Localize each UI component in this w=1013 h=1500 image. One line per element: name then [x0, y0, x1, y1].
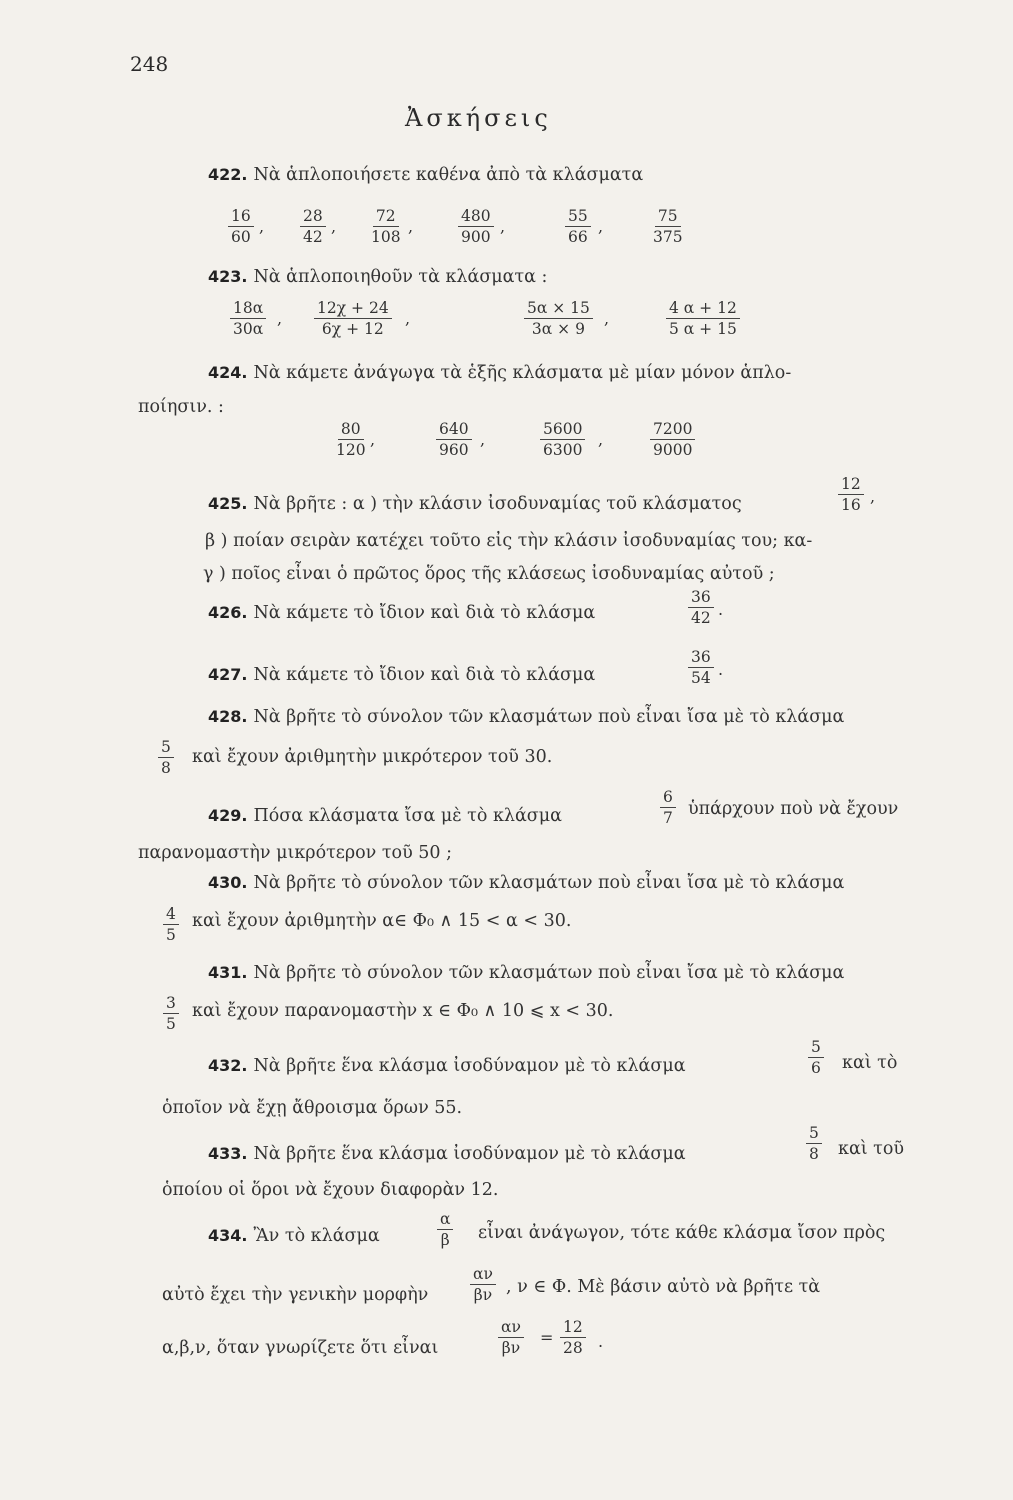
fraction — [838, 475, 864, 514]
fraction — [524, 299, 593, 338]
denominator: 8 — [161, 759, 171, 777]
denominator: 42 — [303, 228, 323, 246]
numerator: 12 — [838, 475, 864, 495]
fraction — [666, 299, 740, 338]
exercise-text: Νὰ ἁπλοποιήσετε καθένα ἀπὸ τὰ κλάσματα — [253, 165, 644, 185]
numerator: 5600 — [540, 420, 585, 440]
exercise-430 — [208, 872, 844, 894]
denominator: β — [440, 1231, 450, 1249]
numerator: αν — [498, 1318, 524, 1338]
fraction — [806, 1124, 822, 1163]
exercise-text: Νὰ βρῆτε ἕνα κλάσμα ἰσοδύναμον μὲ τὸ κλάσμα — [253, 1056, 686, 1076]
numerator: 6 — [660, 788, 676, 808]
fraction — [688, 588, 714, 627]
numerator: 4 α + 12 — [666, 299, 740, 319]
exercise-432-text-after: καὶ τὸ — [842, 1053, 898, 1073]
denominator: 6300 — [543, 441, 583, 459]
exercise-number: 424. — [208, 363, 248, 382]
fraction — [498, 1318, 524, 1357]
exercise-424-continued: ποίησιν. : — [138, 397, 224, 417]
denominator: 5 α + 15 — [669, 320, 737, 338]
denominator: 5 — [166, 926, 176, 944]
numerator: 5α × 15 — [524, 299, 593, 319]
exercise-number: 425. — [208, 494, 248, 513]
denominator: 54 — [691, 669, 711, 687]
section-heading: Ἀσκήσεις — [405, 104, 552, 132]
exercise-423 — [208, 266, 547, 288]
fraction — [314, 299, 392, 338]
denominator: βν — [473, 1286, 493, 1304]
exercise-428 — [208, 706, 844, 728]
numerator: 72 — [373, 207, 399, 227]
numerator: 36 — [688, 588, 714, 608]
fraction — [300, 207, 326, 246]
fraction — [458, 207, 494, 246]
denominator: 9000 — [653, 441, 693, 459]
denominator: 16 — [841, 496, 861, 514]
fraction — [660, 788, 676, 827]
exercise-number: 431. — [208, 963, 248, 982]
denominator: 7 — [663, 809, 673, 827]
equals-sign: = — [540, 1328, 554, 1347]
fraction — [650, 420, 695, 459]
denominator: 5 — [166, 1015, 176, 1033]
exercise-text: Νὰ βρῆτε : α ) τὴν κλάσιν ἰσοδυναμίας τοῦ κλάσματος — [253, 494, 742, 514]
exercise-number: 434. — [208, 1226, 248, 1245]
exercise-434 — [208, 1225, 380, 1247]
exercise-number: 422. — [208, 165, 248, 184]
exercise-424 — [208, 362, 791, 384]
denominator: 900 — [461, 228, 491, 246]
denominator: 60 — [231, 228, 251, 246]
fraction — [540, 420, 585, 459]
fraction — [565, 207, 591, 246]
denominator: 30α — [233, 320, 264, 338]
fraction — [436, 420, 472, 459]
exercise-432-continued: ὁποῖον νὰ ἔχῃ ἄθροισμα ὅρων 55. — [162, 1098, 463, 1118]
denominator: 6 — [811, 1059, 821, 1077]
fraction — [163, 905, 179, 944]
exercise-number: 429. — [208, 806, 248, 825]
exercise-422 — [208, 164, 643, 186]
fraction — [230, 299, 266, 338]
exercise-426 — [208, 602, 595, 624]
page-number: 248 — [130, 52, 169, 76]
denominator: 6χ + 12 — [321, 320, 384, 338]
fraction — [228, 207, 254, 246]
numerator: 28 — [300, 207, 326, 227]
exercise-431 — [208, 962, 844, 984]
fraction — [688, 648, 714, 687]
exercise-text: Νὰ ἁπλοποιηθοῦν τὰ κλάσματα : — [253, 267, 548, 287]
exercise-434-line-3: α,β,ν, ὅταν γνωρίζετε ὅτι εἶναι — [162, 1338, 439, 1358]
exercise-434-text-after: εἶναι ἀνάγωγον, τότε κάθε κλάσμα ἴσον πρὸς — [478, 1223, 886, 1243]
denominator: 120 — [336, 441, 366, 459]
exercise-432 — [208, 1055, 686, 1077]
denominator: 375 — [653, 228, 683, 246]
exercise-text: Νὰ βρῆτε ἕνα κλάσμα ἰσοδύναμον μὲ τὸ κλάσμα — [253, 1144, 686, 1164]
exercise-text: Ἂν τὸ κλάσμα — [253, 1226, 380, 1246]
exercise-433-continued: ὁποίου οἱ ὅροι νὰ ἔχουν διαφορὰν 12. — [162, 1180, 499, 1200]
numerator: 480 — [458, 207, 494, 227]
fraction — [368, 207, 404, 246]
numerator: 18α — [230, 299, 266, 319]
numerator: 36 — [688, 648, 714, 668]
numerator: 4 — [163, 905, 179, 925]
exercise-text: Νὰ κάμετε τὸ ἴδιον καὶ διὰ τὸ κλάσμα — [253, 665, 596, 685]
exercise-number: 427. — [208, 665, 248, 684]
numerator: 16 — [228, 207, 254, 227]
exercise-427 — [208, 664, 595, 686]
exercise-428-continued: καὶ ἔχουν ἀριθμητὴν μικρότερον τοῦ 30. — [192, 747, 553, 767]
numerator: 5 — [158, 738, 174, 758]
exercise-434-line-2: αὐτὸ ἔχει τὴν γενικὴν μορφὴν — [162, 1285, 429, 1305]
exercise-431-continued: καὶ ἔχουν παρανομαστὴν x ∈ Φ₀ ∧ 10 ⩽ x < 30. — [192, 1001, 614, 1021]
exercise-434-line-2-after: , ν ∈ Φ. Μὲ βάσιν αὐτὸ νὰ βρῆτε τὰ — [506, 1277, 821, 1297]
exercise-number: 430. — [208, 873, 248, 892]
numerator: 75 — [655, 207, 681, 227]
denominator: 108 — [371, 228, 401, 246]
exercise-number: 426. — [208, 603, 248, 622]
fraction — [333, 420, 369, 459]
numerator: 5 — [808, 1038, 824, 1058]
numerator: 80 — [338, 420, 364, 440]
exercise-text: Νὰ κάμετε ἀνάγωγα τὰ ἑξῆς κλάσματα μὲ μίαν μόνον ἁπλο- — [253, 363, 792, 383]
denominator: 8 — [809, 1145, 819, 1163]
fraction — [163, 994, 179, 1033]
exercise-425 — [208, 493, 742, 515]
denominator: 960 — [439, 441, 469, 459]
exercise-425-part-c: γ ) ποῖος εἶναι ὁ πρῶτος ὅρος τῆς κλάσεως ἰσοδυναμίας αὐτοῦ ; — [203, 564, 775, 584]
exercise-text: Πόσα κλάσματα ἴσα μὲ τὸ κλάσμα — [253, 806, 562, 826]
exercise-number: 423. — [208, 267, 248, 286]
fraction — [560, 1318, 586, 1357]
numerator: 3 — [163, 994, 179, 1014]
exercise-433-text-after: καὶ τοῦ — [838, 1139, 905, 1159]
exercise-425-part-b: β ) ποίαν σειρὰν κατέχει τοῦτο εἰς τὴν κλάσιν ἰσοδυναμίας του; κα- — [205, 531, 813, 551]
exercise-number: 428. — [208, 707, 248, 726]
fraction — [470, 1265, 496, 1304]
denominator: 66 — [568, 228, 588, 246]
numerator: 5 — [806, 1124, 822, 1144]
exercise-text: Νὰ βρῆτε τὸ σύνολον τῶν κλασμάτων ποὺ εἶναι ἴσα μὲ τὸ κλάσμα — [253, 873, 845, 893]
denominator: βν — [501, 1339, 521, 1357]
numerator: 640 — [436, 420, 472, 440]
exercise-text: Νὰ βρῆτε τὸ σύνολον τῶν κλασμάτων ποὺ εἶναι ἴσα μὲ τὸ κλάσμα — [253, 963, 845, 983]
fraction — [158, 738, 174, 777]
exercise-text: Νὰ βρῆτε τὸ σύνολον τῶν κλασμάτων ποὺ εἶναι ἴσα μὲ τὸ κλάσμα — [253, 707, 845, 727]
fraction — [808, 1038, 824, 1077]
exercise-429-continued: παρανομαστὴν μικρότερον τοῦ 50 ; — [138, 843, 453, 863]
denominator: 28 — [563, 1339, 583, 1357]
exercise-number: 432. — [208, 1056, 248, 1075]
numerator: 12 — [560, 1318, 586, 1338]
exercise-number: 433. — [208, 1144, 248, 1163]
exercise-429 — [208, 805, 562, 827]
numerator: 55 — [565, 207, 591, 227]
exercise-429-text-after: ὑπάρχουν ποὺ νὰ ἔχουν — [688, 799, 899, 819]
numerator: αν — [470, 1265, 496, 1285]
denominator: 3α × 9 — [531, 320, 585, 338]
exercise-text: Νὰ κάμετε τὸ ἴδιον καὶ διὰ τὸ κλάσμα — [253, 603, 596, 623]
exercise-433 — [208, 1143, 686, 1165]
fraction — [437, 1210, 453, 1249]
denominator: 42 — [691, 609, 711, 627]
period: . — [598, 1332, 604, 1351]
numerator: 12χ + 24 — [314, 299, 392, 319]
numerator: 7200 — [650, 420, 695, 440]
exercise-430-continued: καὶ ἔχουν ἀριθμητὴν α∈ Φ₀ ∧ 15 < α < 30. — [192, 911, 572, 931]
fraction — [650, 207, 686, 246]
numerator: α — [437, 1210, 453, 1230]
